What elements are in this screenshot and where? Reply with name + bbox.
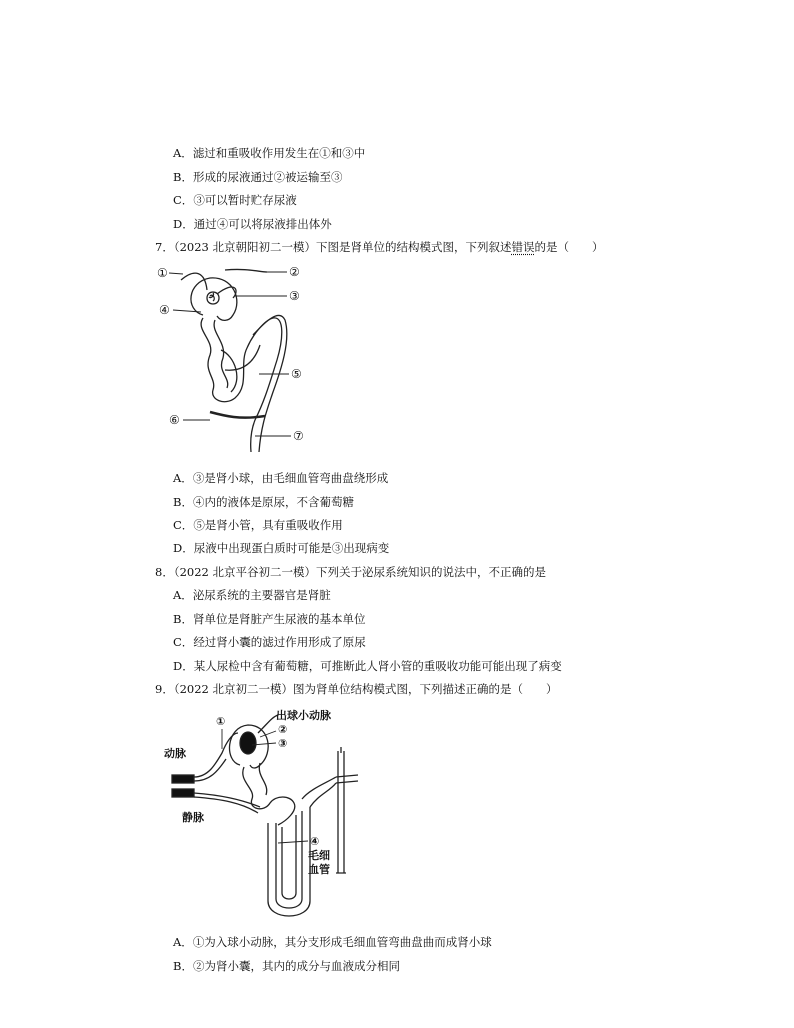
q6-option-d: D．通过④可以将尿液排出体外 [173, 217, 332, 231]
q9-option-a: A．①为入球小动脉，其分支形成毛细血管弯曲盘曲而成肾小球 [173, 935, 492, 949]
q9-loop-outer [268, 807, 310, 916]
q9-label-capillary-1: 毛细 [308, 849, 330, 862]
q7-label-1: ① [157, 266, 168, 280]
q9-label-2: ② [278, 723, 288, 736]
q8-option-b: B．肾单位是肾脏产生尿液的基本单位 [173, 612, 366, 626]
q9-label-3: ③ [278, 737, 288, 750]
q9-glomerulus-shape [240, 732, 256, 754]
q9-option-b: B．②为肾小囊，其内的成分与血液成分相同 [173, 959, 400, 973]
q7-label-4: ④ [159, 303, 170, 317]
q9-vein-stub [172, 789, 194, 797]
q7-label-2: ② [289, 265, 300, 279]
q7-label-7: ⑦ [293, 429, 304, 443]
q9-loop-inner [276, 811, 302, 908]
q7-label-3: ③ [289, 289, 300, 303]
q9-stem: 9．（2022 北京初二一模）图为肾单位结构模式图，下列描述正确的是（ ） [155, 682, 558, 696]
q9-label-vein: 静脉 [182, 811, 204, 824]
q8-stem: 8．（2022 北京平谷初二一模）下列关于泌尿系统知识的说法中，不正确的是 [155, 565, 546, 579]
q7-label-6: ⑥ [169, 413, 180, 427]
q8-option-c: C．经过肾小囊的滤过作用形成了原尿 [173, 635, 366, 649]
q9-artery-stub [172, 775, 194, 783]
q9-nephron-figure [160, 703, 360, 925]
q9-label-4: ④ [310, 835, 320, 848]
q7-nephron-figure [155, 260, 320, 455]
q7-vessel-2 [225, 269, 267, 272]
q9-label-efferent: 出球小动脉 [276, 709, 331, 722]
q7-option-d: D．尿液中出现蛋白质时可能是③出现病变 [173, 541, 390, 555]
q9-collecting-duct [338, 751, 344, 873]
q7-option-b: B．④内的液体是原尿，不含葡萄糖 [173, 495, 354, 509]
q7-label-5: ⑤ [291, 367, 302, 381]
q7-option-a: A．③是肾小球，由毛细血管弯曲盘绕形成 [173, 471, 389, 485]
q7-stem: 7．（2023 北京朝阳初二一模）下图是肾单位的结构模式图，下列叙述错误的是（ ） [155, 240, 604, 254]
q6-option-c: C．③可以暂时贮存尿液 [173, 193, 297, 207]
q7-option-c: C．⑤是肾小管，具有重吸收作用 [173, 518, 343, 532]
q9-efferent-vessel [258, 715, 278, 733]
q8-option-d: D．某人尿检中含有葡萄糖，可推断此人肾小管的重吸收功能可能出现了病变 [173, 659, 562, 673]
q8-option-a: A．泌尿系统的主要器官是肾脏 [173, 588, 331, 602]
q9-label-capillary-2: 血管 [308, 863, 330, 876]
q9-renal-vein [194, 793, 260, 813]
q9-label-artery: 动脉 [164, 747, 186, 760]
q6-option-a: A．滤过和重吸收作用发生在①和③中 [173, 146, 366, 160]
q6-option-b: B．形成的尿液通过②被运输至③ [173, 170, 343, 184]
q7-tubule-shape [201, 318, 282, 452]
q9-label-1: ① [216, 715, 226, 728]
q9-tubule-shape [243, 763, 295, 825]
